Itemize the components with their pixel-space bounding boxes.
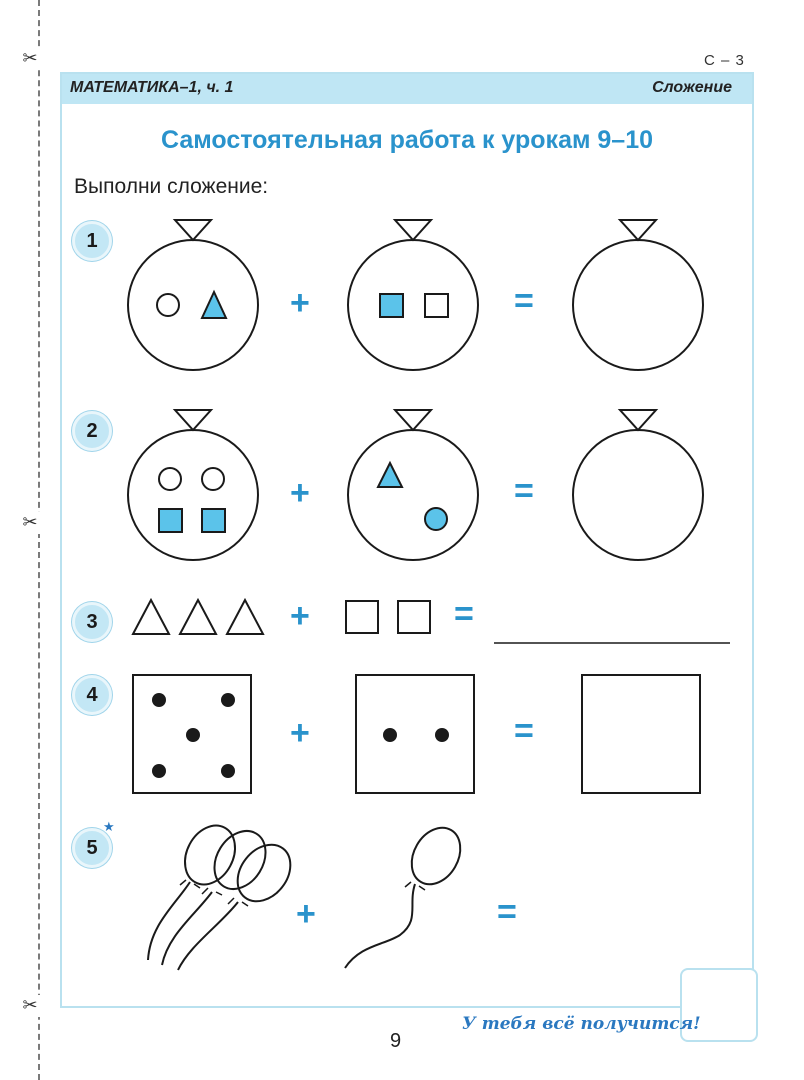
task-5-left-balloons [148, 817, 301, 970]
subject-label: МАТЕМАТИКА–1, ч. 1 [70, 79, 234, 96]
plus-sign: + [296, 895, 316, 933]
task-2-right-bag [348, 410, 478, 560]
instruction-text: Выполни сложение: [74, 175, 269, 198]
task-number-badge: 2 [72, 411, 112, 451]
task-number-badge: 4 [72, 675, 112, 715]
equals-sign: = [497, 893, 517, 931]
task-2-left-bag [128, 410, 258, 560]
worksheet-code: С – 3 [704, 52, 745, 69]
equals-sign: = [514, 282, 534, 320]
task-1-answer-bag [573, 220, 703, 370]
task-4-answer-box [582, 675, 700, 793]
task-number-badge: 3 [72, 602, 112, 642]
encouragement-text: У тебя всё получится! [462, 1014, 701, 1034]
task-number-badge: 1 [72, 221, 112, 261]
page-title: Самостоятельная работа к урокам 9–10 [160, 126, 654, 154]
plus-sign: + [290, 474, 310, 512]
equals-sign: = [514, 712, 534, 750]
task-3-shapes [133, 600, 430, 634]
task-4-right-box [356, 675, 474, 793]
plus-sign: + [290, 714, 310, 752]
equals-sign: = [514, 472, 534, 510]
scissors-icon: ✂ [20, 512, 40, 534]
page-number: 9 [390, 1030, 402, 1052]
task-number-badge: 5 [72, 828, 112, 868]
scissors-icon: ✂ [20, 995, 40, 1017]
task-5-right-balloon [345, 819, 470, 968]
plus-sign: + [290, 597, 310, 635]
equals-sign: = [454, 595, 474, 633]
star-icon: ★ [103, 820, 115, 835]
task-2-answer-bag [573, 410, 703, 560]
topic-label: Сложение [652, 79, 732, 96]
plus-sign: + [290, 284, 310, 322]
scissors-icon: ✂ [20, 48, 40, 70]
task-1-right-bag [348, 220, 478, 370]
task-1-left-bag [128, 220, 258, 370]
